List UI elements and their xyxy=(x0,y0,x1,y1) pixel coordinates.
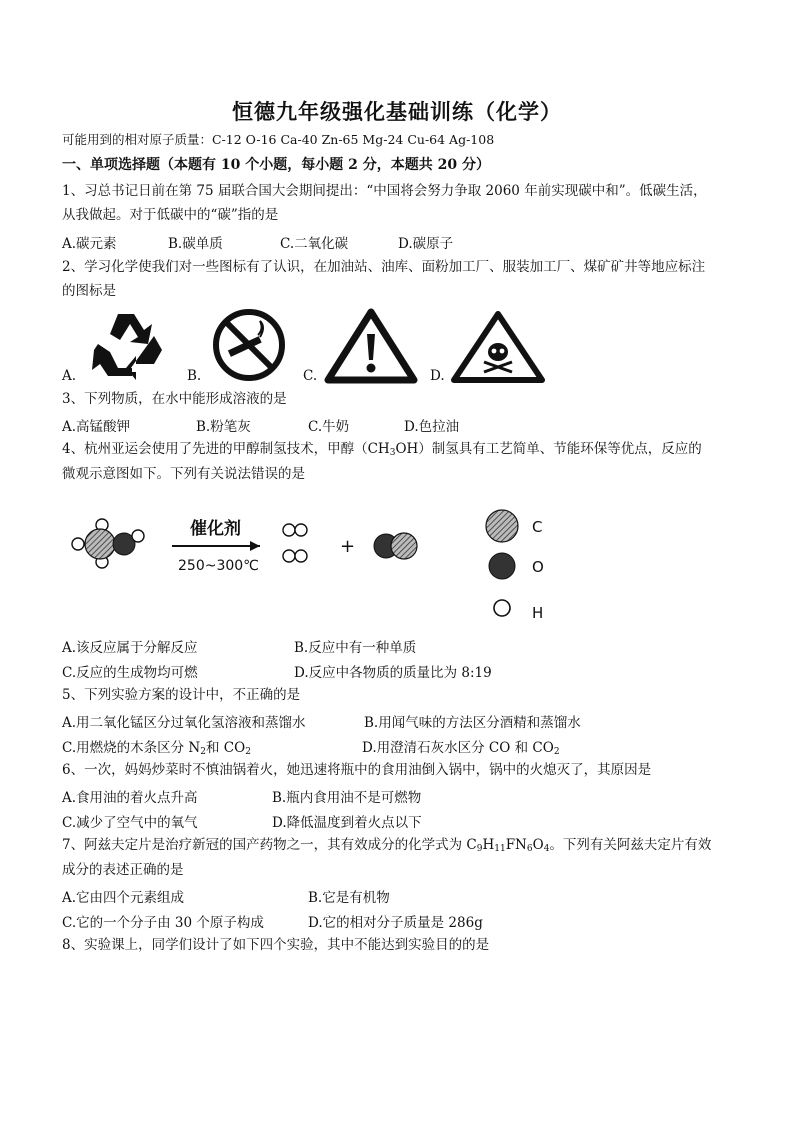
q7-stem-line1: 7、阿兹夫定片是治疗新冠的国产药物之一，其有效成分的化学式为 $C_9H_{11}FN_6O_4$。下列有关阿兹夫定片有效 xyxy=(62,837,712,854)
q1-option-d: D.碳原子 xyxy=(398,236,454,252)
q5-option-a: A.用二氧化锰区分过氧化氢溶液和蒸馏水 xyxy=(62,715,306,731)
q6-option-d: D.降低温度到着火点以下 xyxy=(272,815,422,831)
no-smoking-icon xyxy=(210,307,288,383)
q1-stem-line1: 1、习总书记日前在第 75 届联合国大会期间提出：“中国将会努力争取 2060 年前实现碳中和”。低碳生活， xyxy=(62,183,707,199)
q7-option-b: B.它是有机物 xyxy=(308,890,390,906)
q2-option-a: A. xyxy=(62,368,77,384)
svg-text:H: H xyxy=(532,604,544,622)
hydrogen-molecules xyxy=(283,524,307,562)
q7-stem-line2: 成分的表述正确的是 xyxy=(62,862,184,878)
svg-text:C: C xyxy=(532,518,543,536)
q1-option-b: B.碳单质 xyxy=(168,236,223,252)
q8-stem: 8、实验课上，同学们设计了如下四个实验，其中不能达到实验目的的是 xyxy=(62,937,490,953)
q4-option-a: A.该反应属于分解反应 xyxy=(62,640,198,656)
q5-stem: 5、下列实验方案的设计中，不正确的是 xyxy=(62,687,301,703)
q2-stem-line2: 的图标是 xyxy=(62,283,116,299)
q4-stem-line1: 4、杭州亚运会使用了先进的甲醇制氢技术，甲醇$(CH_3OH)$制氢具有工艺简单、节能环保等优点，反应的 xyxy=(62,441,702,458)
temperature-label: 250~300℃ xyxy=(178,558,259,574)
carbon-monoxide-molecule xyxy=(374,533,417,559)
q3-option-c: C.牛奶 xyxy=(308,419,350,435)
atomic-masses: 可能用到的相对原子质量：C-12 O-16 Ca-40 Zn-65 Mg-24 Cu-64 Ag-108 xyxy=(62,132,495,147)
q7-option-c: C.它的一个分子由 30 个原子构成 xyxy=(62,915,264,931)
recycle-icon xyxy=(88,310,164,380)
q2-option-c: C. xyxy=(303,368,318,384)
q4-option-d: D.反应中各物质的质量比为 8:19 xyxy=(294,665,492,681)
q3-option-a: A.高锰酸钾 xyxy=(62,419,131,435)
q4-option-c: C.反应的生成物均可燃 xyxy=(62,665,198,681)
warning-triangle-icon xyxy=(324,308,418,384)
q6-option-b: B.瓶内食用油不是可燃物 xyxy=(272,790,422,806)
q2-stem-line1: 2、学习化学使我们对一些图标有了认识，在加油站、油库、面粉加工厂、服装加工厂、煤矿矿井等地应标注 xyxy=(62,259,706,275)
atom-legend xyxy=(486,510,544,622)
q4-option-b: B.反应中有一种单质 xyxy=(294,640,417,656)
q3-stem: 3、下列物质，在水中能形成溶液的是 xyxy=(62,391,287,407)
svg-text:O: O xyxy=(532,558,544,576)
q3-option-b: B.粉笔灰 xyxy=(196,419,251,435)
q6-stem: 6、一次，妈妈炒菜时不慎油锅着火，她迅速将瓶中的食用油倒入锅中，锅中的火熄灭了，其原因是 xyxy=(62,762,652,778)
q5-option-d: D.用澄清石灰水区分 CO 和 $CO_2$ xyxy=(362,740,560,757)
q1-option-a: A.碳元素 xyxy=(62,236,117,252)
q2-option-b: B. xyxy=(187,368,202,384)
q6-option-a: A.食用油的着火点升高 xyxy=(62,790,198,806)
section-heading: 一、单项选择题（本题有 10 个小题，每小题 2 分，本题共 20 分） xyxy=(62,157,490,173)
q7-option-d: D.它的相对分子质量是 286g xyxy=(308,915,483,931)
q1-option-c: C.二氧化碳 xyxy=(280,236,349,252)
q3-option-d: D.色拉油 xyxy=(404,419,460,435)
methanol-molecule xyxy=(72,519,144,568)
q5-option-c: C.用燃烧的木条区分 $N_2$和 $CO_2$ xyxy=(62,740,251,757)
q7-option-a: A.它由四个元素组成 xyxy=(62,890,185,906)
q6-option-c: C.减少了空气中的氧气 xyxy=(62,815,198,831)
q5-option-b: B.用闻气味的方法区分酒精和蒸馏水 xyxy=(364,715,581,731)
reaction-micro-diagram xyxy=(60,490,560,630)
catalyst-label: 催化剂 xyxy=(190,519,241,539)
toxic-triangle-icon xyxy=(450,310,546,384)
q2-option-d: D. xyxy=(430,368,445,384)
q1-stem-line2: 从我做起。对于低碳中的“碳”指的是 xyxy=(62,207,279,223)
q4-stem-line2: 微观示意图如下。下列有关说法错误的是 xyxy=(62,466,305,482)
svg-text:+: + xyxy=(340,536,356,557)
page-title: 恒德九年级强化基础训练（化学） xyxy=(232,99,562,124)
